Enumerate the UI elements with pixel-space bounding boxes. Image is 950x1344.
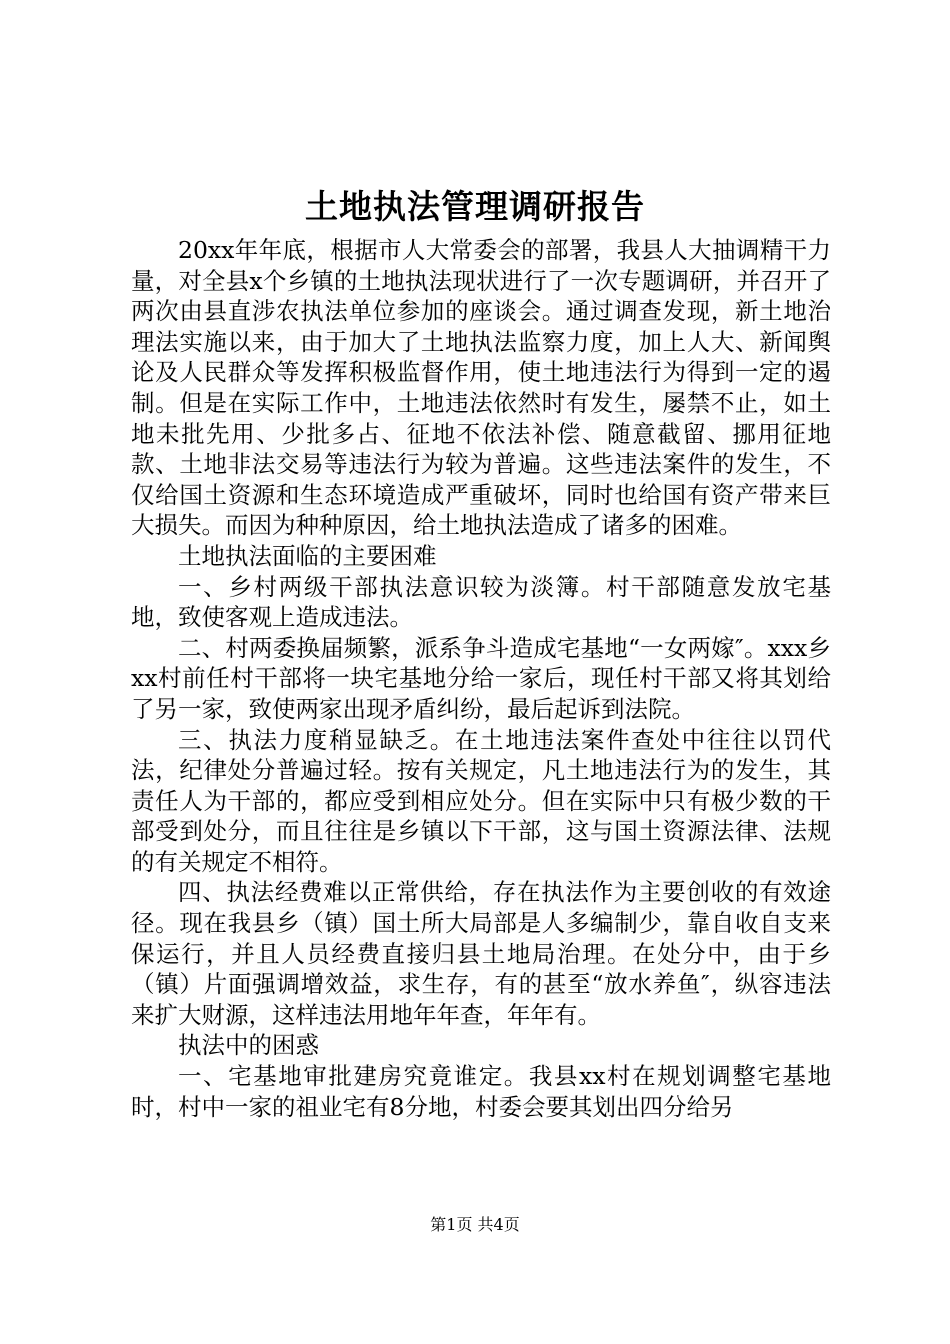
paragraph-difficulty-4: 四、执法经费难以正常供给，存在执法作为主要创收的有效途径。现在我县乡（镇）国土所大局部是人多编制少，靠自收自支来保运行，并且人员经费直接归县土地局治理。在处分中，由于乡（镇）片面强调增效益，求生存，有的甚至“放水养鱼″，纵容违法来扩大财源，这样违法用地年年查，年年有。 (131, 878, 831, 1029)
document-title: 土地执法管理调研报告 (305, 187, 645, 226)
section-heading-difficulties: 土地执法面临的主要困难 (178, 541, 437, 570)
paragraph-difficulty-2: 二、村两委换届频繁，派系争斗造成宅基地“一女两嫁″。xxx乡xx村前任村干部将一块宅基地分给一家后，现任村干部又将其划给了另一家，致使两家出现矛盾纠纷，最后起诉到法院。 (131, 633, 831, 723)
section-heading-confusion: 执法中的困惑 (178, 1031, 319, 1060)
paragraph-confusion-1: 一、宅基地审批建房究竟谁定。我县xx村在规划调整宅基地时，村中一家的祖业宅有8分地，村委会要其划出四分给另 (131, 1062, 831, 1121)
document-body (131, 235, 831, 1122)
paragraph-intro: 20xx年年底，根据市人大常委会的部署，我县人大抽调精干力量，对全县x个乡镇的土地执法现状进行了一次专题调研，并召开了两次由县直涉农执法单位参加的座谈会。通过调查发现，新土地治理法实施以来，由于加大了土地执法监察力度，加上人大、新闻舆论及人民群众等发挥积极监督作用，使土地违法行为得到一定的遏制。但是在实际工作中，土地违法依然时有发生，屡禁不止，如土地未批先用、少批多占、征地不依法补偿、随意截留、挪用征地款、土地非法交易等违法行为较为普遍。这些违法案件的发生，不仅给国土资源和生态环境造成严重破坏，同时也给国有资产带来巨大损失。而因为种种原因，给土地执法造成了诸多的困难。 (131, 236, 831, 540)
page-number-footer: 第1页 共4页 (430, 1215, 520, 1234)
paragraph-difficulty-1: 一、乡村两级干部执法意识较为淡簿。村干部随意发放宅基地，致使客观上造成违法。 (131, 572, 831, 632)
paragraph-difficulty-3: 三、执法力度稍显缺乏。在土地违法案件查处中往往以罚代法，纪律处分普遍过轻。按有关规定，凡土地违法行为的发生，其责任人为干部的，都应受到相应处分。但在实际中只有极少数的干部受到处分，而且往往是乡镇以下干部，这与国土资源法律、法规的有关规定不相符。 (131, 725, 831, 876)
